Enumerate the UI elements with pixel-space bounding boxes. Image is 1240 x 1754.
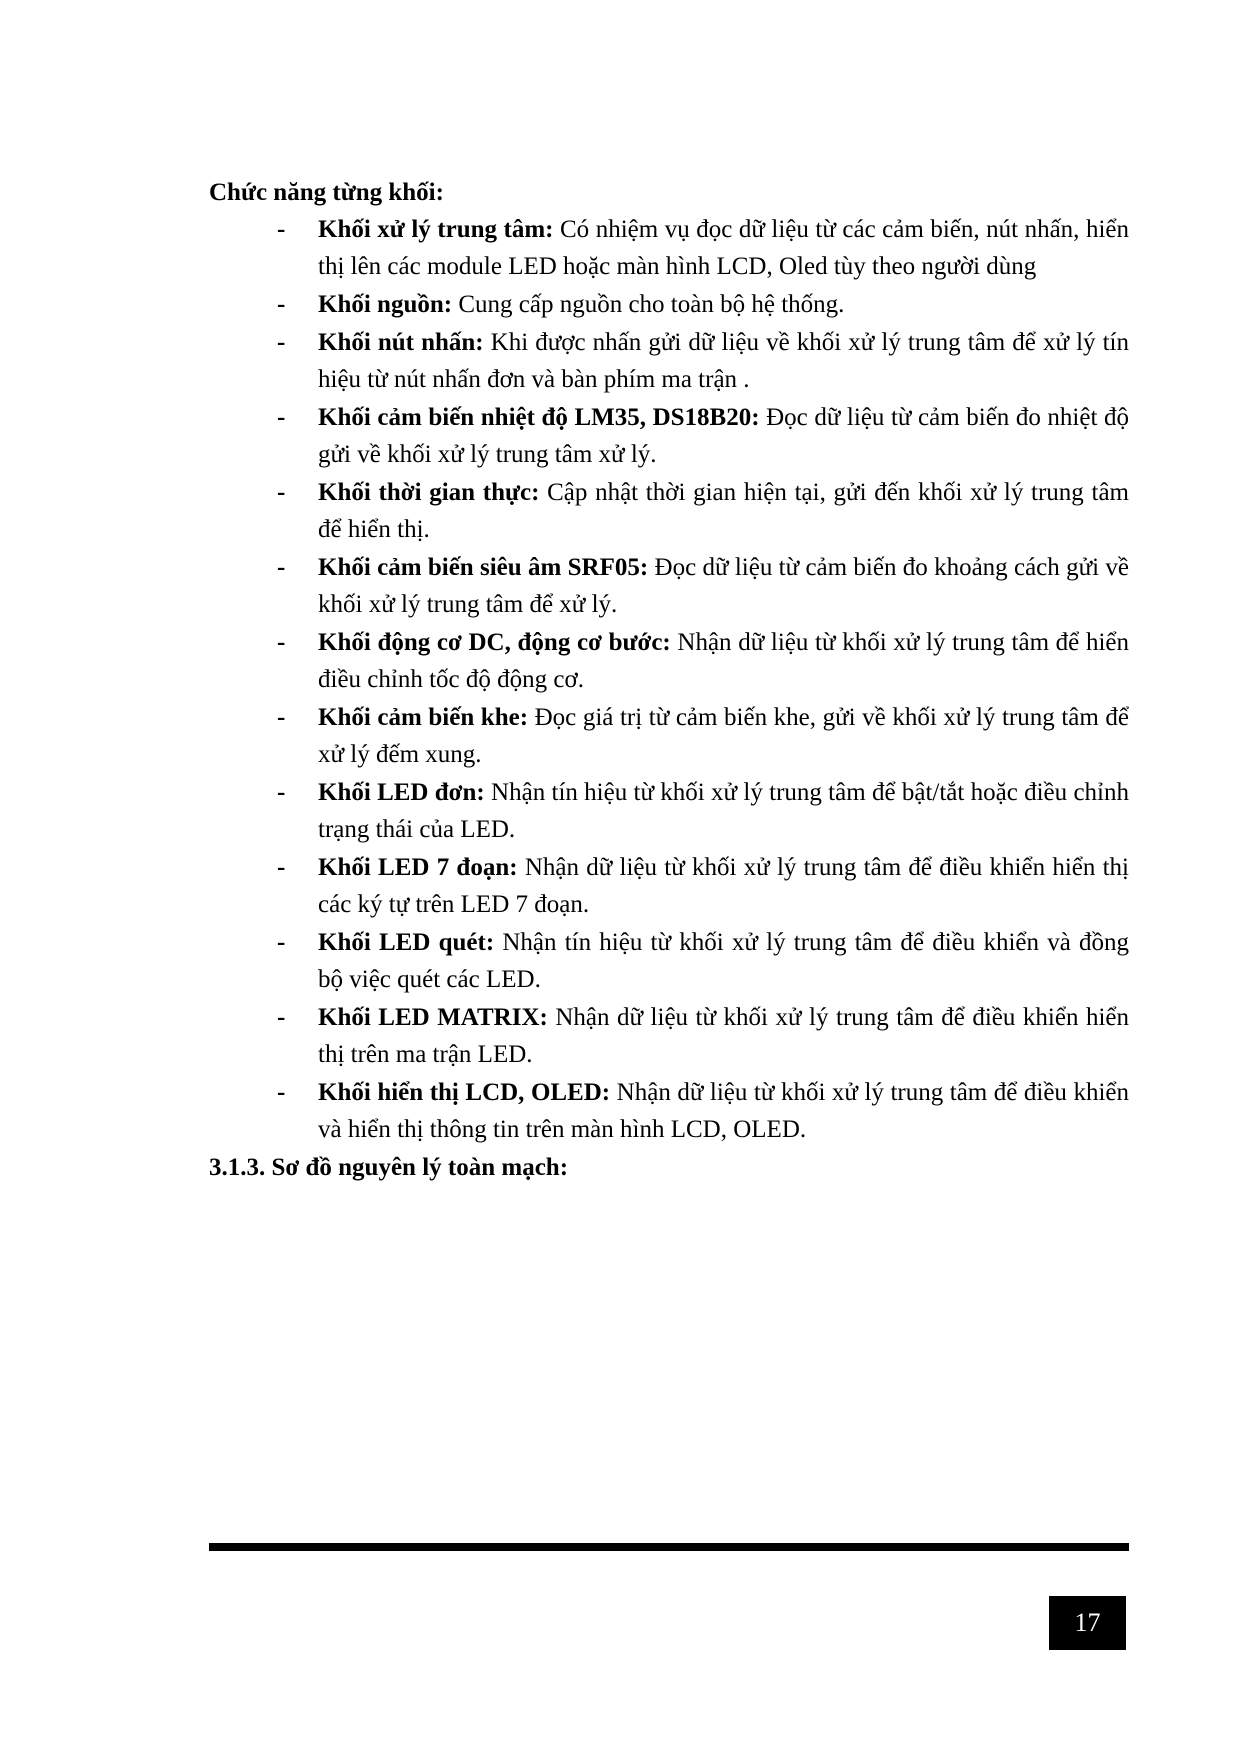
block-description: Khi được nhấn gửi dữ liệu về khối xử lý trung tâm để xử lý tín hiệu từ nút nhấn đơn và bàn phím ma trận . [318,329,1129,393]
block-name: Khối động cơ DC, động cơ bước: [318,629,671,656]
block-name: Khối nút nhấn: [318,329,484,356]
block-description: Đọc giá trị từ cảm biến khe, gửi về khối xử lý trung tâm để xử lý đếm xung. [318,704,1129,768]
list-item [209,999,1129,1073]
list-dash: - [277,216,286,243]
block-description: Nhận dữ liệu từ khối xử lý trung tâm để điều khiển hiển thị các ký tự trên LED 7 đoạn. [318,854,1129,918]
list-dash: - [277,554,286,581]
list-item [209,699,1129,773]
list-item [209,211,1129,285]
block-description: Nhận tín hiệu từ khối xử lý trung tâm để bật/tắt hoặc điều chỉnh trạng thái của LED. [318,779,1129,843]
list-item [209,399,1129,473]
list-dash: - [277,479,286,506]
block-description: Cung cấp nguồn cho toàn bộ hệ thống. [452,291,845,318]
block-name: Khối cảm biến siêu âm SRF05: [318,554,649,581]
list-dash: - [277,329,286,356]
section-heading: 3.1.3. Sơ đồ nguyên lý toàn mạch: [209,1154,569,1181]
block-name: Khối xử lý trung tâm: [318,216,554,243]
block-description: Đọc dữ liệu từ cảm biến đo nhiệt độ gửi về khối xử lý trung tâm xử lý. [318,404,1129,468]
block-name: Khối hiển thị LCD, OLED: [318,1079,611,1106]
block-description: Nhận dữ liệu từ khối xử lý trung tâm để điều khiển và hiển thị thông tin trên màn hình LCD, OLED. [318,1079,1129,1143]
block-name: Khối cảm biến khe: [318,704,529,731]
list-dash: - [277,1004,286,1031]
block-description: Đọc dữ liệu từ cảm biến đo khoảng cách gửi về khối xử lý trung tâm để xử lý. [318,554,1130,618]
list-item [209,849,1129,923]
block-name: Khối LED quét: [318,929,495,956]
list-dash: - [277,929,286,956]
list-dash: - [277,704,286,731]
page-body [209,174,1129,1186]
block-name: Khối cảm biến nhiệt độ LM35, DS18B20: [318,404,760,431]
block-description: Nhận dữ liệu từ khối xử lý trung tâm để hiển điều chỉnh tốc độ động cơ. [318,629,1129,693]
block-name: Khối thời gian thực: [318,479,540,506]
list-item [209,624,1129,698]
list-item [209,1074,1129,1148]
list-item [209,286,1129,323]
footer-divider [209,1543,1129,1551]
block-name: Khối LED đơn: [318,779,485,806]
list-item [209,324,1129,398]
block-description: Cập nhật thời gian hiện tại, gửi đến khối xử lý trung tâm để hiển thị. [318,479,1129,543]
block-name: Khối nguồn: [318,291,453,318]
block-description: Có nhiệm vụ đọc dữ liệu từ các cảm biến, nút nhấn, hiển thị lên các module LED hoặc màn hình LCD, Oled tùy theo người dùng [318,216,1129,280]
list-dash: - [277,779,286,806]
list-dash: - [277,854,286,881]
page-number: 17 [1049,1596,1126,1650]
list-item [209,924,1129,998]
list-dash: - [277,1079,286,1106]
block-function-list [209,211,1129,1148]
list-dash: - [277,291,286,318]
block-functions-heading: Chức năng từng khối: [209,179,444,206]
block-description: Nhận dữ liệu từ khối xử lý trung tâm để điều khiển hiển thị trên ma trận LED. [318,1004,1129,1068]
block-name: Khối LED MATRIX: [318,1004,548,1031]
list-dash: - [277,629,286,656]
block-name: Khối LED 7 đoạn: [318,854,518,881]
list-item [209,474,1129,548]
list-item [209,774,1129,848]
block-description: Nhận tín hiệu từ khối xử lý trung tâm để điều khiển và đồng bộ việc quét các LED. [318,929,1129,993]
list-dash: - [277,404,286,431]
list-item [209,549,1129,623]
